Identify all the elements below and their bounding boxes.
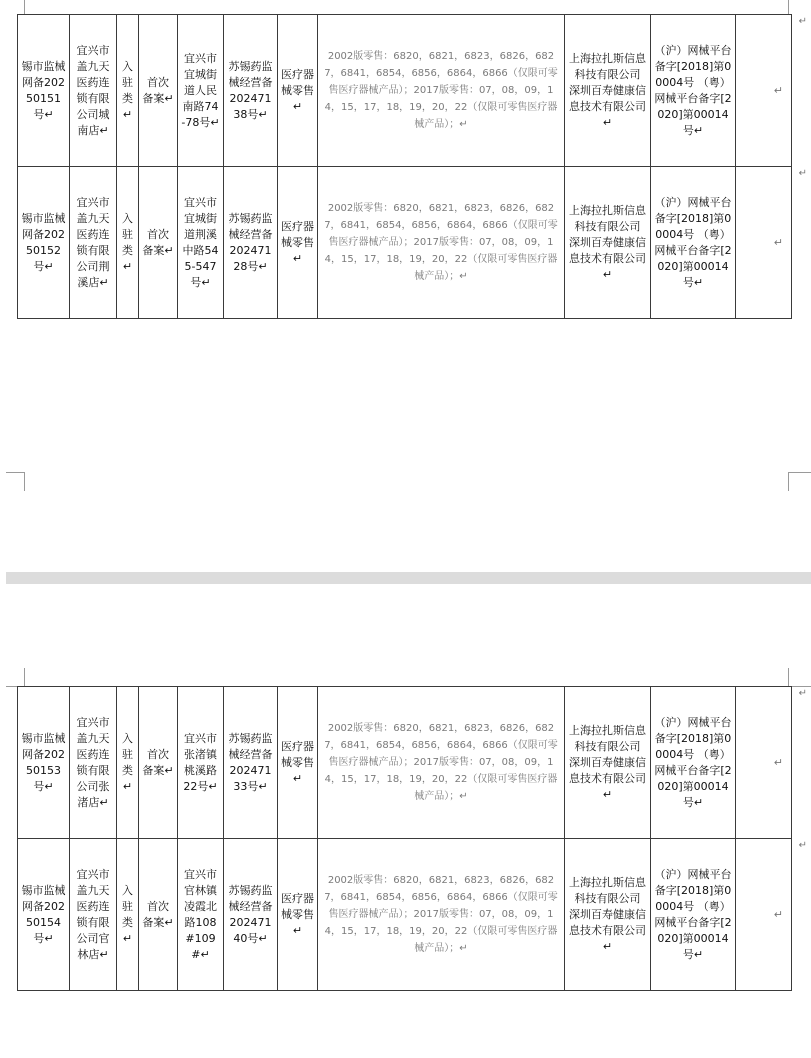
- table-row: [18, 687, 792, 839]
- business-scope-cell: 2002版零售：6820，6821，6823，6826，6827，6841，6854，6856，6864，6866（仅限可零售医疗器械产品）；2017版零售：07，08，09，14，15，17，18，19，20，22（仅限可零售医疗器械产品）；↵: [318, 839, 565, 991]
- business-scope-cell: 2002版零售：6820，6821，6823，6826，6827，6841，6854，6856，6864，6866（仅限可零售医疗器械产品）；2017版零售：07，08，09，14，15，17，18，19，20，22（仅限可零售医疗器械产品）；↵: [318, 167, 565, 319]
- platform-filing-cell: （沪）网械平台备字[2018]第00004号 （粤）网械平台备字[2020]第00014号↵: [651, 687, 736, 839]
- company-name-cell: 宜兴市盖九天医药连锁有限公司官林店↵: [70, 839, 117, 991]
- table-row: [18, 15, 792, 167]
- company-name-cell: 宜兴市盖九天医药连锁有限公司张渚店↵: [70, 687, 117, 839]
- company-name-cell: 宜兴市盖九天医药连锁有限公司城南店↵: [70, 15, 117, 167]
- license-number-cell: 苏锡药监械经营备20247140号↵: [224, 839, 278, 991]
- table-row: [18, 839, 792, 991]
- records-table-page-1: [17, 14, 792, 319]
- category-cell: 入驻类↵: [117, 839, 139, 991]
- row-end-mark: ↵: [798, 688, 807, 699]
- row-end-mark: ↵: [798, 168, 807, 179]
- page-corner-mark: [788, 0, 789, 14]
- filing-number-cell: 锡市监械网备20250153号↵: [18, 687, 70, 839]
- page-corner-mark: [788, 668, 811, 687]
- address-cell: 宜兴市宜城街道荆溪中路545-547号↵: [178, 167, 224, 319]
- platform-filing-cell: （沪）网械平台备字[2018]第00004号 （粤）网械平台备字[2020]第00014号↵: [651, 167, 736, 319]
- license-number-cell: 苏锡药监械经营备20247128号↵: [224, 167, 278, 319]
- platform-filing-cell: （沪）网械平台备字[2018]第00004号 （粤）网械平台备字[2020]第00014号↵: [651, 15, 736, 167]
- address-cell: 宜兴市官林镇凌霞北路108#109#↵: [178, 839, 224, 991]
- filing-type-cell: 首次备案↵: [139, 687, 178, 839]
- row-end-mark: ↵: [798, 16, 807, 27]
- category-cell: 入驻类↵: [117, 15, 139, 167]
- end-cell-mark: ↵: [736, 687, 792, 839]
- address-cell: 宜兴市张渚镇桃溪路22号↵: [178, 687, 224, 839]
- records-table-page-2: [17, 686, 792, 991]
- business-type-cell: 医疗器械零售↵: [278, 839, 318, 991]
- document-page-2: [0, 584, 811, 1058]
- end-cell-mark: ↵: [736, 839, 792, 991]
- platform-name-cell: 上海拉扎斯信息科技有限公司 深圳百寿健康信息技术有限公司↵: [565, 167, 651, 319]
- filing-number-cell: 锡市监械网备20250152号↵: [18, 167, 70, 319]
- business-type-cell: 医疗器械零售↵: [278, 687, 318, 839]
- table-row: [18, 167, 792, 319]
- business-scope-cell: 2002版零售：6820，6821，6823，6826，6827，6841，6854，6856，6864，6866（仅限可零售医疗器械产品）；2017版零售：07，08，09，14，15，17，18，19，20，22（仅限可零售医疗器械产品）；↵: [318, 687, 565, 839]
- category-cell: 入驻类↵: [117, 167, 139, 319]
- page-corner-mark: [788, 472, 811, 491]
- platform-name-cell: 上海拉扎斯信息科技有限公司 深圳百寿健康信息技术有限公司↵: [565, 839, 651, 991]
- platform-filing-cell: （沪）网械平台备字[2018]第00004号 （粤）网械平台备字[2020]第00014号↵: [651, 839, 736, 991]
- business-scope-cell: 2002版零售：6820，6821，6823，6826，6827，6841，6854，6856，6864，6866（仅限可零售医疗器械产品）；2017版零售：07，08，09，14，15，17，18，19，20，22（仅限可零售医疗器械产品）；↵: [318, 15, 565, 167]
- filing-type-cell: 首次备案↵: [139, 167, 178, 319]
- end-cell-mark: ↵: [736, 167, 792, 319]
- filing-number-cell: 锡市监械网备20250154号↵: [18, 839, 70, 991]
- business-type-cell: 医疗器械零售↵: [278, 167, 318, 319]
- business-type-cell: 医疗器械零售↵: [278, 15, 318, 167]
- page-corner-mark: [6, 668, 25, 687]
- row-end-mark: ↵: [798, 840, 807, 851]
- page-corner-mark: [24, 0, 25, 14]
- address-cell: 宜兴市宜城街道人民南路74-78号↵: [178, 15, 224, 167]
- filing-type-cell: 首次备案↵: [139, 839, 178, 991]
- filing-type-cell: 首次备案↵: [139, 15, 178, 167]
- page-corner-mark: [6, 472, 25, 491]
- license-number-cell: 苏锡药监械经营备20247138号↵: [224, 15, 278, 167]
- page-separator: [6, 572, 811, 584]
- end-cell-mark: ↵: [736, 15, 792, 167]
- filing-number-cell: 锡市监械网备20250151号↵: [18, 15, 70, 167]
- category-cell: 入驻类↵: [117, 687, 139, 839]
- platform-name-cell: 上海拉扎斯信息科技有限公司 深圳百寿健康信息技术有限公司↵: [565, 687, 651, 839]
- platform-name-cell: 上海拉扎斯信息科技有限公司 深圳百寿健康信息技术有限公司↵: [565, 15, 651, 167]
- license-number-cell: 苏锡药监械经营备20247133号↵: [224, 687, 278, 839]
- company-name-cell: 宜兴市盖九天医药连锁有限公司荆溪店↵: [70, 167, 117, 319]
